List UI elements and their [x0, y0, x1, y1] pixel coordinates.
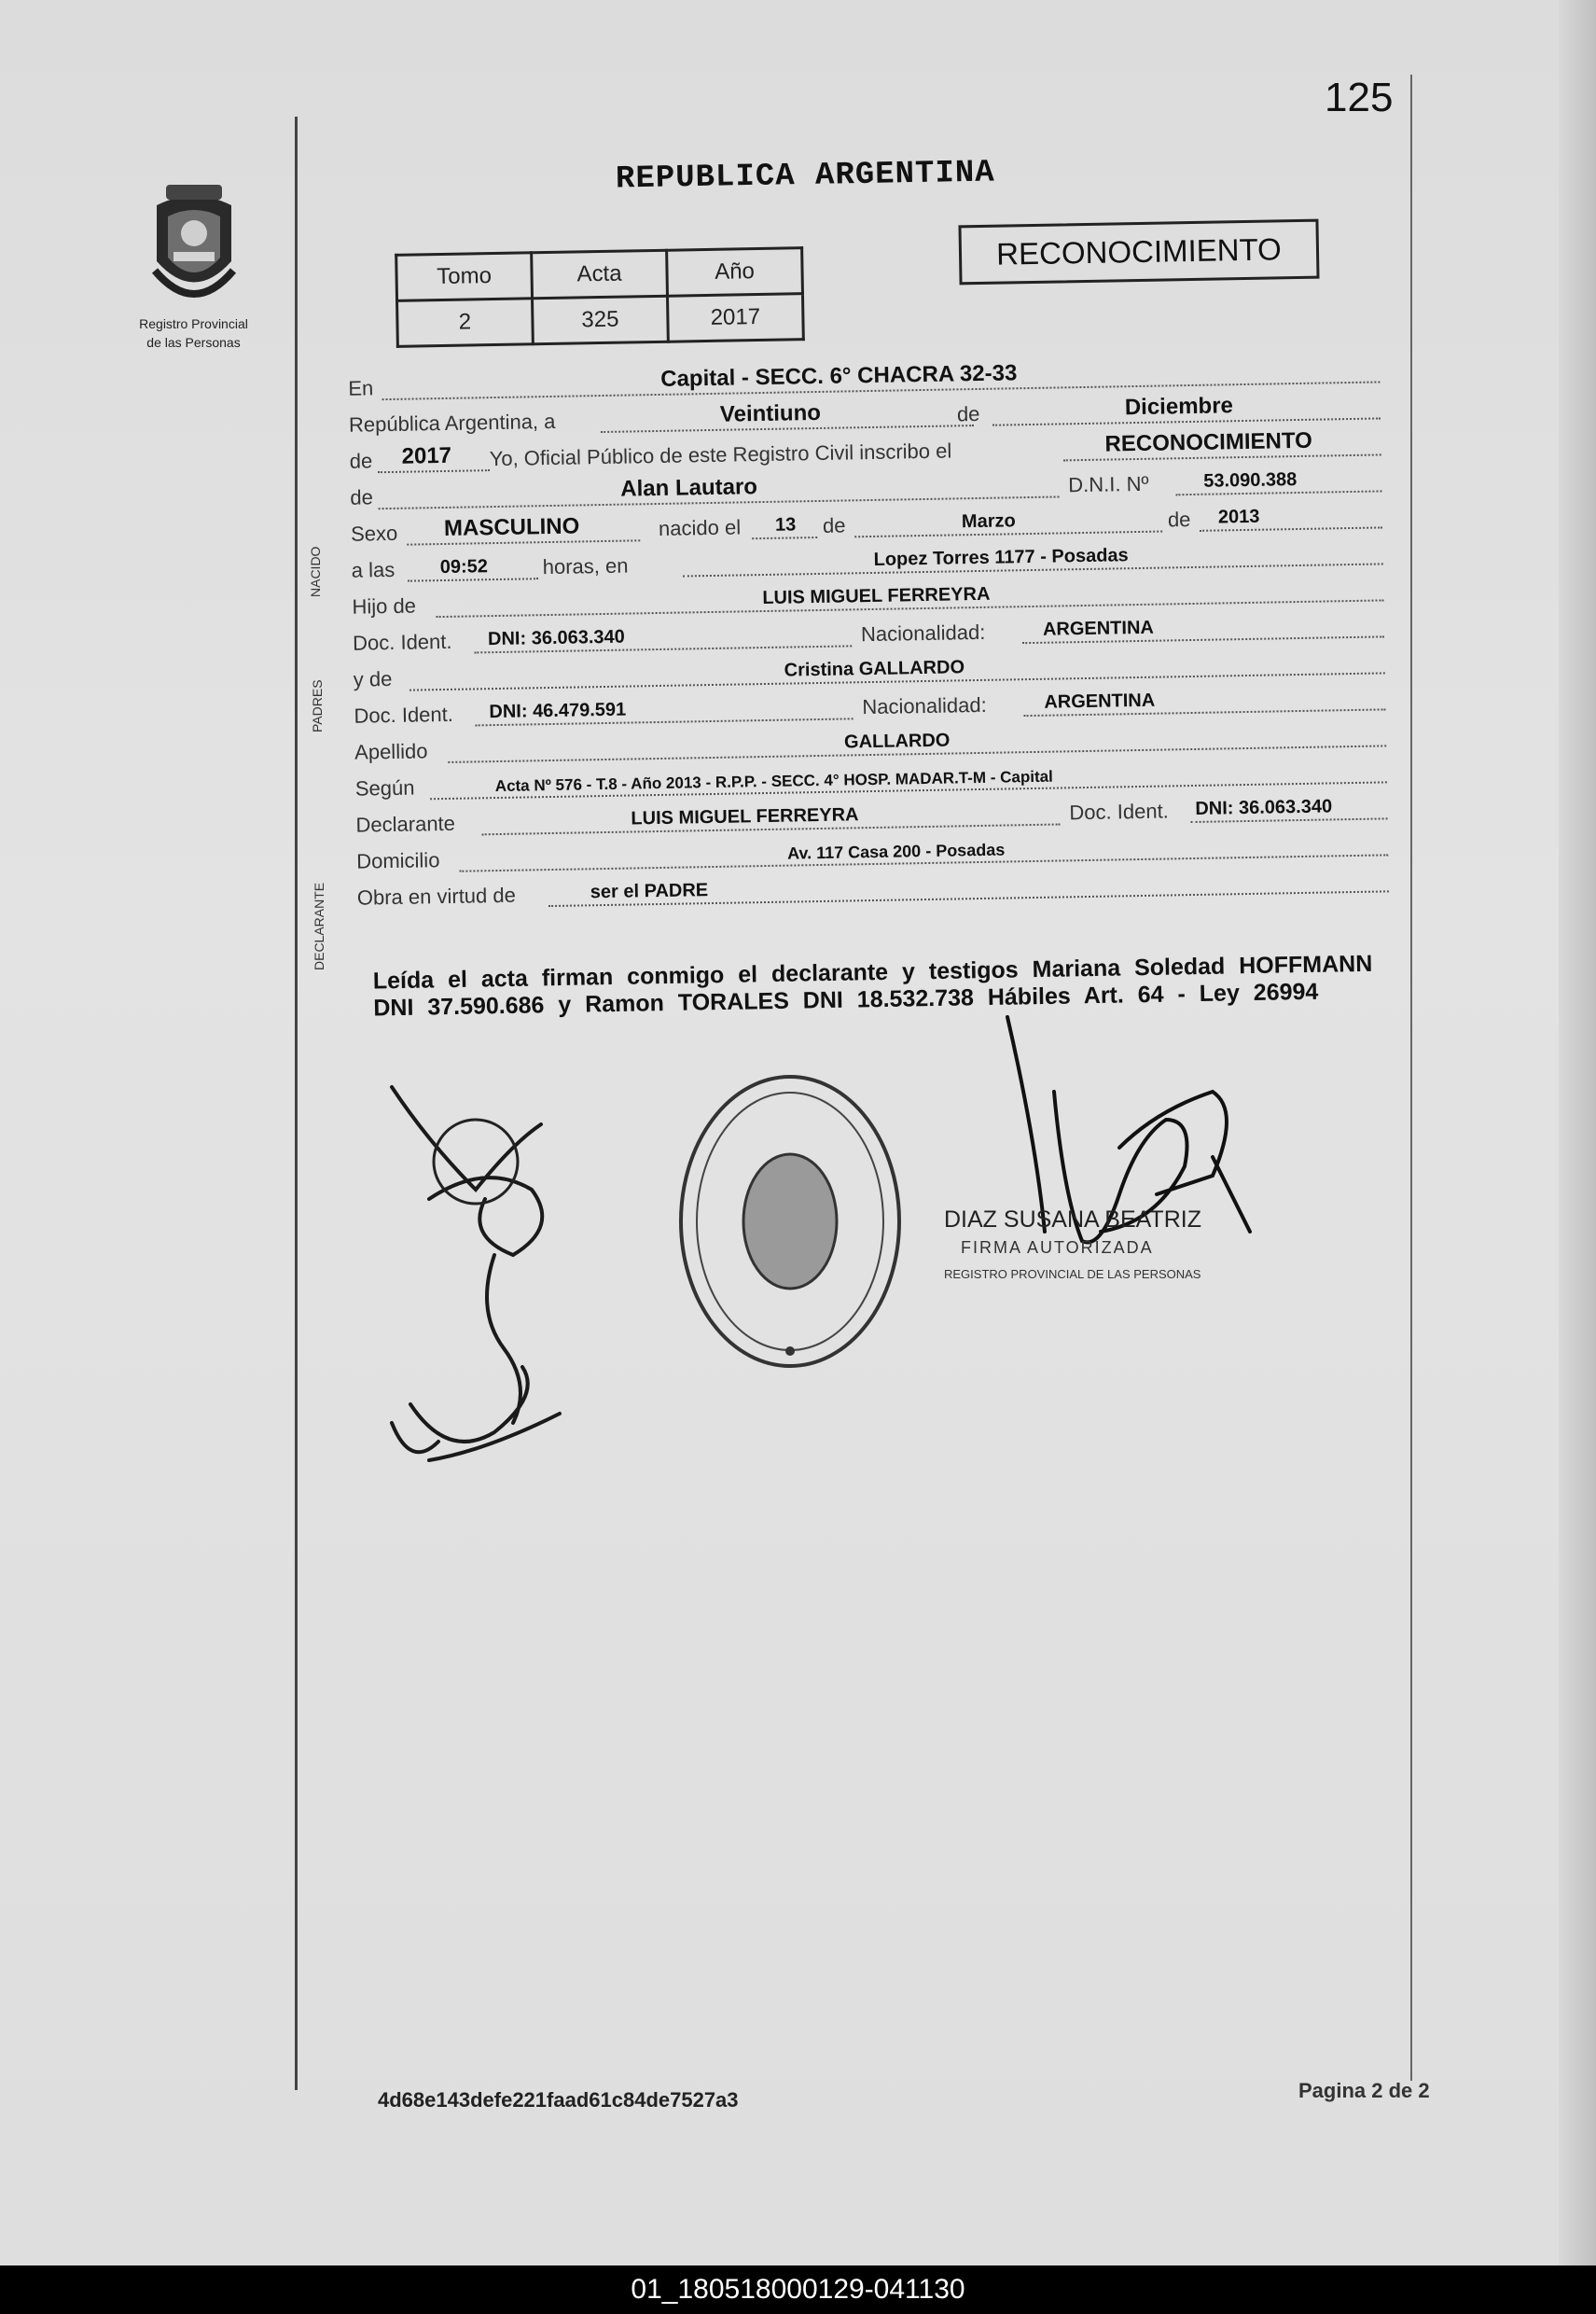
label-segun: Según [354, 775, 415, 801]
value-madre: Cristina GALLARDO [784, 657, 965, 681]
label-de3: de [350, 485, 374, 509]
official-signature [933, 1008, 1269, 1344]
value-nombre: Alan Lautaro [620, 474, 758, 502]
act-form [348, 350, 1395, 913]
side-label-nacido: NACIDO [308, 546, 323, 597]
dotted-line [378, 469, 490, 473]
label-doc3: Doc. Ident. [1069, 799, 1169, 825]
label-republica: República Argentina, a [348, 409, 556, 437]
label-de: de [956, 401, 980, 426]
label-hijo: Hijo de [352, 593, 417, 619]
value-apellido: GALLARDO [843, 730, 951, 753]
label-declarante: Declarante [355, 811, 456, 837]
header-acta: Acta [532, 250, 668, 299]
value-madre-nac: ARGENTINA [1044, 690, 1156, 713]
value-nacido-mes: Marzo [961, 510, 1016, 533]
page-indicator: Pagina 2 de 2 [1298, 2079, 1430, 2102]
value-declarante: LUIS MIGUEL FERREYRA [631, 804, 859, 829]
label-nacido: nacido el [658, 515, 742, 540]
value-padre-nac: ARGENTINA [1042, 617, 1155, 640]
header-tomo: Tomo [396, 253, 533, 301]
label-de4: de [822, 513, 846, 537]
logo-caption-line2: de las Personas [146, 335, 241, 350]
value-padre-doc: DNI: 36.063.340 [487, 626, 626, 650]
label-obra: Obra en virtud de [356, 883, 517, 910]
page-edge [1559, 0, 1596, 2265]
value-lugar-inscripcion: Capital - SECC. 6° CHACRA 32-33 [659, 360, 1018, 392]
label-nacionalidad2: Nacionalidad: [862, 692, 987, 719]
signer-name: DIAZ SUSANA BEATRIZ [944, 1206, 1201, 1233]
value-anio: 2017 [401, 442, 452, 469]
label-nacionalidad: Nacionalidad: [860, 620, 986, 647]
scan-footer-id: 01_180518000129-041130 [0, 2265, 1596, 2314]
value-segun: Acta Nº 576 - T.8 - Año 2013 - R.P.P. - SECC. 4° HOSP. MADAR.T-M - Capital [494, 767, 1053, 796]
value-domicilio: Av. 117 Casa 200 - Posadas [786, 840, 1006, 863]
value-mes: Diciembre [1124, 393, 1234, 421]
signer-role: FIRMA AUTORIZADA [961, 1238, 1154, 1257]
witness-signature [373, 1068, 653, 1479]
label-doc2: Doc. Ident. [354, 702, 454, 728]
side-label-padres: PADRES [310, 679, 325, 732]
value-hora: 09:52 [439, 556, 489, 578]
label-alas: a las [351, 557, 396, 582]
value-dia: Veintiuno [719, 399, 822, 427]
margin-line [295, 117, 298, 2090]
label-de5: de [1167, 508, 1191, 532]
value-acto: RECONOCIMIENTO [1104, 427, 1312, 457]
province-seal-icon [138, 177, 250, 308]
value-anio: 2017 [667, 294, 803, 342]
value-acta: 325 [533, 296, 669, 344]
label-domicilio: Domicilio [355, 848, 440, 873]
label-sexo: Sexo [350, 521, 398, 546]
registry-logo [112, 177, 275, 350]
form-right-border [1410, 75, 1412, 2081]
page-number: 125 [1325, 75, 1394, 120]
value-padre: LUIS MIGUEL FERREYRA [762, 583, 991, 609]
value-obra: ser el PADRE [590, 880, 709, 903]
header-anio: Año [667, 248, 803, 297]
dotted-line [408, 578, 538, 581]
logo-caption-line1: Registro Provincial [139, 316, 248, 331]
signer-org: REGISTRO PROVINCIAL DE LAS PERSONAS [944, 1267, 1201, 1281]
dotted-line [752, 537, 817, 539]
value-nacido-anio: 2013 [1217, 506, 1260, 528]
registry-table [395, 246, 805, 348]
label-inscribo: Yo, Oficial Público de este Registro Civil inscribo el [489, 439, 952, 471]
label-en: En [348, 376, 374, 400]
label-apellido: Apellido [354, 739, 428, 764]
official-stamp [676, 1071, 905, 1372]
value-lugar-nacimiento: Lopez Torres 1177 - Posadas [873, 545, 1129, 570]
act-type-box: RECONOCIMIENTO [958, 219, 1319, 286]
value-dni: 53.090.388 [1203, 469, 1298, 492]
label-yde: y de [353, 666, 393, 691]
document-hash: 4d68e143defe221faad61c84de7527a3 [378, 2088, 739, 2112]
closing-text: Leída el acta firman conmigo el declarante y testigos Mariana Soledad HOFFMANN DNI 37.590.686 y Ramon TORALES DNI 18.532.738 Hábiles Art. 64 - Ley 26994 [372, 950, 1373, 1022]
label-doc: Doc. Ident. [352, 629, 452, 655]
value-nacido-dia: 13 [774, 514, 797, 536]
value-sexo: MASCULINO [443, 513, 580, 541]
value-declarante-doc: DNI: 36.063.340 [1195, 796, 1333, 819]
label-dni: D.N.I. Nº [1068, 471, 1149, 497]
document-title: REPUBLICA ARGENTINA [615, 155, 995, 198]
label-horas: horas, en [542, 553, 629, 579]
value-tomo: 2 [397, 299, 534, 347]
value-madre-doc: DNI: 46.479.591 [489, 699, 627, 723]
label-de2: de [349, 449, 373, 473]
side-label-declarante: DECLARANTE [312, 882, 326, 970]
